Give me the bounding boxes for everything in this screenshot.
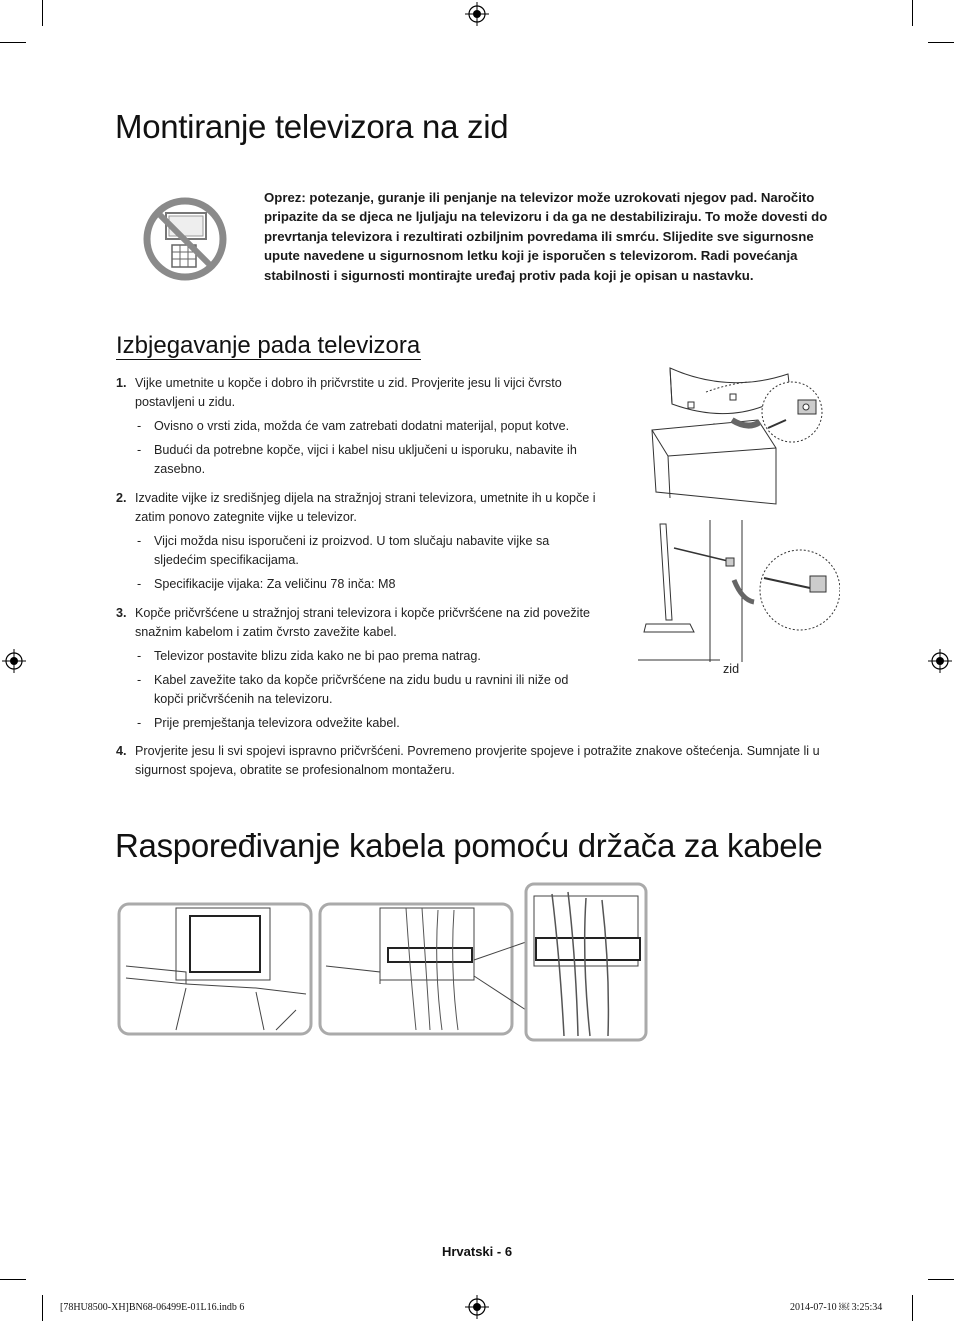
step-number: 1. [116,376,127,390]
print-slug-timestamp: 2014-07-10 ￼ 3:25:34 [790,1302,883,1313]
bullet-dash: - [137,649,142,663]
page-title: Montiranje televizora na zid [115,108,509,145]
section-title: Raspoređivanje kabela pomoću držača za kabele [115,827,823,864]
step-number: 2. [116,491,127,505]
bullet-dash: - [137,716,142,730]
sub-item-text: Ovisno o vrsti zida, možda će vam zatrebati dodatni materijal, poput kotve. [154,419,570,433]
cable-holder-illustration [116,880,652,1044]
sub-item-text: Specifikacije vijaka: Za veličinu 78 inča: M8 [154,577,396,591]
bullet-dash: - [137,577,142,591]
step-text: Izvadite vijke iz središnjeg dijela na stražnjoj strani televizora, umetnite ih u kopče i zatim ponovo zategnite vijke u televizor. [135,491,596,525]
sub-item-text: Prije premještanja televizora odvežite kabel. [154,716,400,730]
step-text: Provjerite jesu li svi spojevi ispravno pričvršćeni. Povremeno provjerite spojeve i potražite znakove oštećenja. Sumnjate li u sigurnost spojeva, obratite se profesionalnom montažeru. [135,744,820,778]
sub-item-text: Kabel zavežite tako da kopče pričvršćene na zidu budu u ravnini ili niže od kopči pričvršćenih na televizoru. [154,673,569,707]
tv-wall-cable-illustration [638,520,840,662]
step-text: Kopče pričvršćene u stražnjoj strani televizora i kopče pričvršćene na zid povežite snažnim kabelom i zatim čvrsto zavežite kabel. [135,606,590,640]
sub-item-text: Budući da potrebne kopče, vijci i kabel nisu uključeni u isporuku, nabavite ih zasebno. [154,443,577,477]
step-number: 4. [116,744,127,758]
sub-item-text: Televizor postavite blizu zida kako ne bi pao prema natrag. [154,649,481,663]
page-number-label: Hrvatski - 6 [441,1244,513,1259]
print-slug-file: [78HU8500-XH]BN68-06499E-01L16.indb 6 [60,1302,245,1313]
section-heading: Izbjegavanje pada televizora [116,332,421,359]
step-text: Vijke umetnite u kopče i dobro ih pričvrstite u zid. Provjerite jesu li vijci čvrsto postavljeni u zidu. [135,376,562,410]
bullet-dash: - [137,673,142,687]
bullet-dash: - [137,443,142,457]
bullet-dash: - [137,534,142,548]
tv-rear-bracket-illustration [648,364,832,508]
safety-warning-text: Oprez: potezanje, guranje ili penjanje na televizor može uzrokovati njegov pad. Naročito pripazite da se djeca ne ljuljaju na televizoru i da ga ne destabiliziraju. To može dovesti do prevrtanja televizora i rezultirati ozbiljnim povredama ili smrću. Slijedite sve sigurnosne upute navedene u sigurnosnom letku koji je isporučen s televizorom. Radi povećanja stabilnosti i sigurnosti montirajte uređaj protiv pada koji je opisan u nastavku. [264,190,828,283]
step-number: 3. [116,606,127,620]
wall-label: zid [723,662,740,676]
bullet-dash: - [137,419,142,433]
sub-item-text: Vijci možda nisu isporučeni iz proizvod. U tom slučaju nabavite vijke sa sljedećim specifikacijama. [154,534,550,568]
